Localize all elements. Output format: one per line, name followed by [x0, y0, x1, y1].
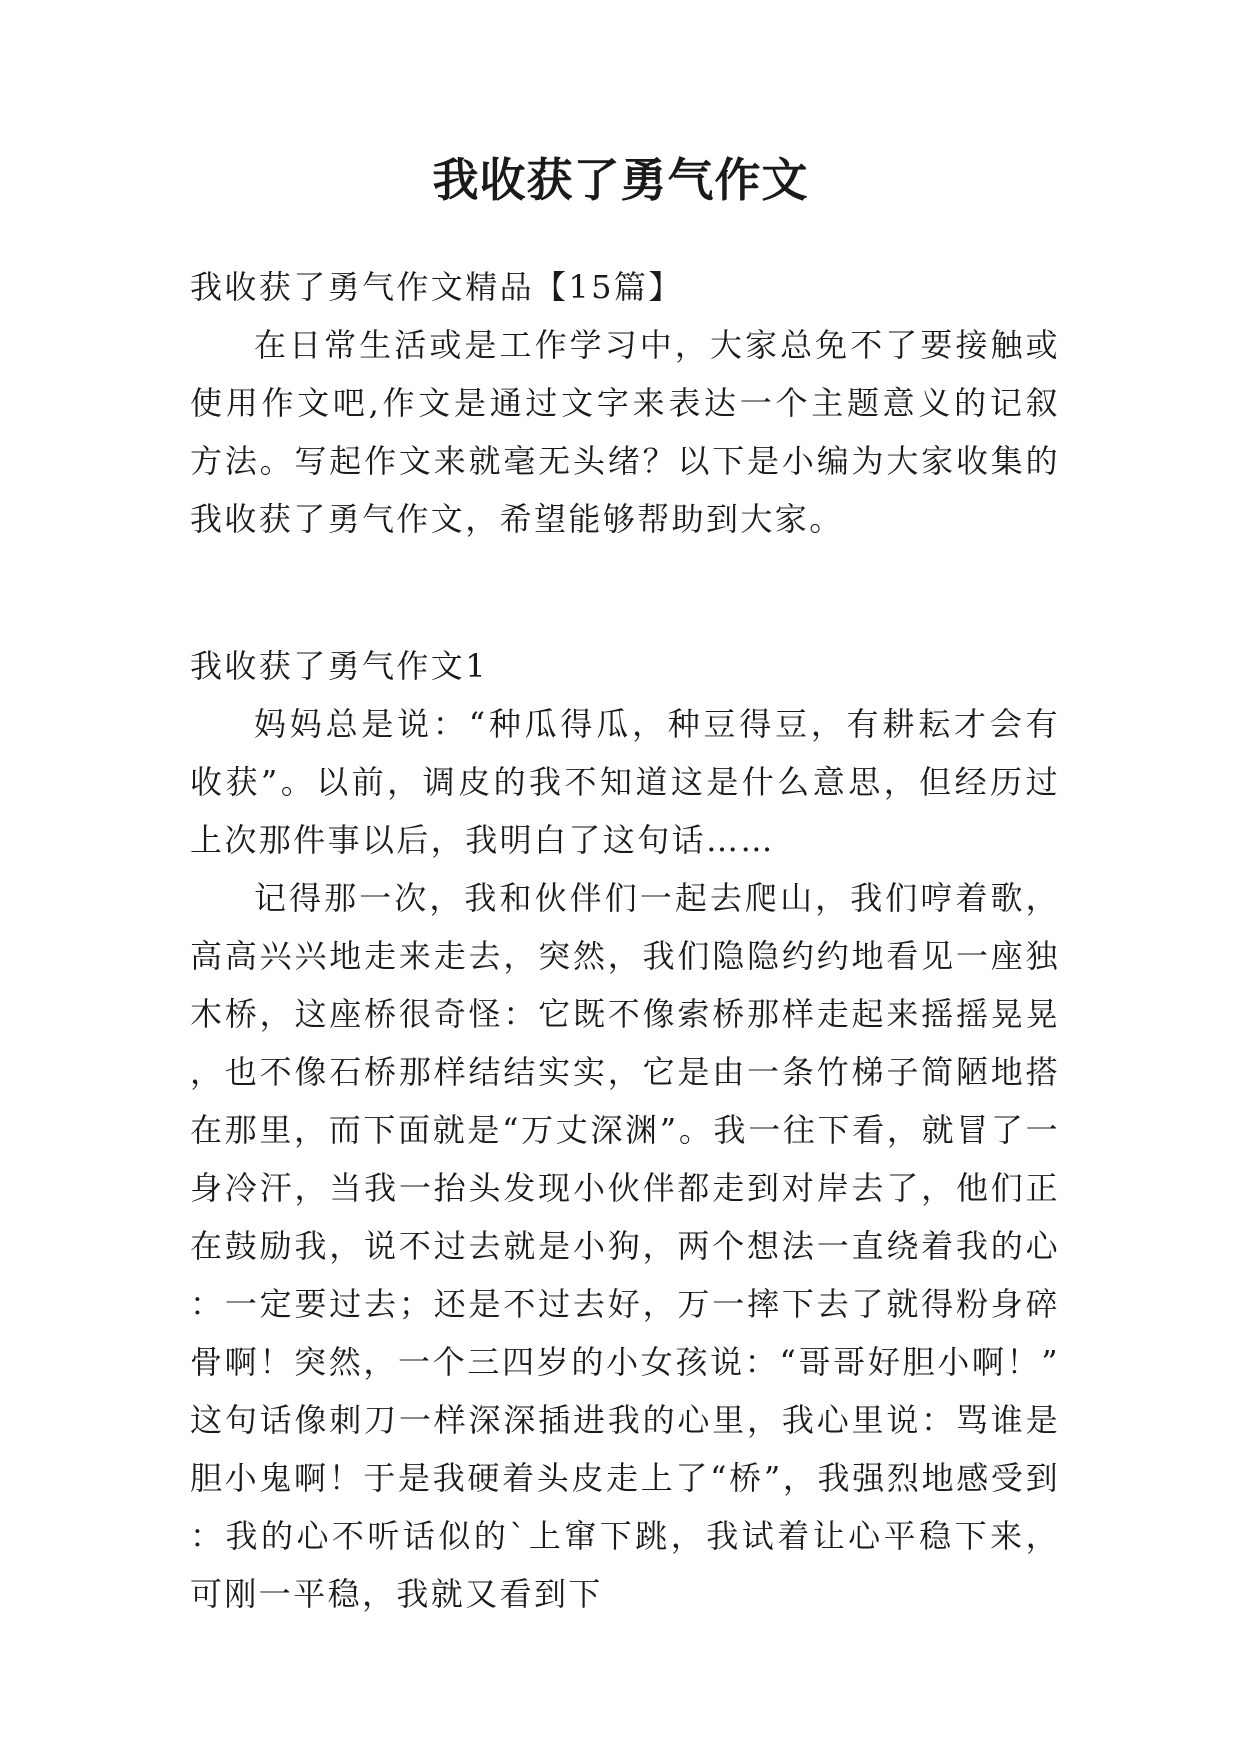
essay-1-paragraph-2: 记得那一次，我和伙伴们一起去爬山，我们哼着歌，高高兴兴地走来走去，突然，我们隐隐约约地看见一座独木桥，这座桥很奇怪：它既不像索桥那样走起来摇摇晃晃，也不像石桥那样结结实实，它是由一条竹梯子简陋地搭在那里，而下面就是“万丈深渊”。我一往下看，就冒了一身冷汗，当我一抬头发现小伙伴都走到对岸去了，他们正在鼓励我，说不过去就是小狗，两个想法一直绕着我的心：一定要过去；还是不过去好，万一摔下去了就得粉身碎骨啊！突然，一个三四岁的小女孩说：“哥哥好胆小啊！”这句话像刺刀一样深深插进我的心里，我心里说：骂谁是胆小鬼啊！于是我硬着头皮走上了“桥”，我强烈地感受到：我的心不听话似的`上窜下跳，我试着让心平稳下来，可刚一平稳，我就又看到下 [190, 879, 1060, 1613]
essay-1-paragraph-1: 妈妈总是说：“种瓜得瓜，种豆得豆，有耕耘才会有收获”。以前，调皮的我不知道这是什么意思，但经历过上次那件事以后，我明白了这句话…… [190, 705, 1060, 859]
document-title: 我收获了勇气作文 [432, 153, 809, 207]
intro-paragraph: 在日常生活或是工作学习中，大家总免不了要接触或使用作文吧,作文是通过文字来表达一个主题意义的记叙方法。写起作文来就毫无头绪？以下是小编为大家收集的我收获了勇气作文，希望能够帮助到大家。 [190, 326, 1060, 538]
intro-heading: 我收获了勇气作文精品【15篇】 [190, 268, 683, 306]
essay-1-heading: 我收获了勇气作文1 [190, 647, 488, 685]
essay-1-section [190, 637, 1060, 1623]
intro-section [190, 258, 1060, 548]
